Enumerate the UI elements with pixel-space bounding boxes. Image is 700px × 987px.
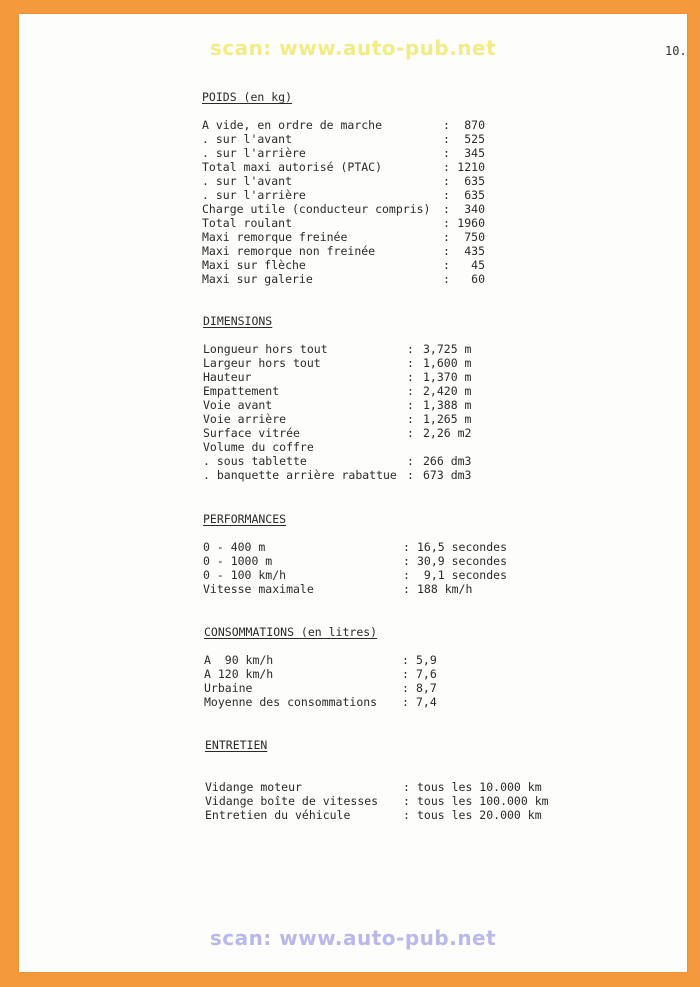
spec-label: 0 - 100 km/h [203,568,287,582]
spec-separator: : [443,272,450,286]
spec-value: 8,7 [416,681,437,695]
dimensions-row [203,440,314,454]
spec-label: . sur l'arrière [202,146,306,160]
spec-label: A 90 km/h [204,653,274,667]
spec-separator: : [402,667,409,681]
page-number: 10. [665,44,687,58]
spec-separator: : [407,454,414,468]
performances-row [203,540,508,554]
performances-row [203,568,508,582]
section-heading-dimensions: DIMENSIONS [203,314,273,328]
dimensions-row [203,356,472,370]
spec-separator: : [443,216,450,230]
spec-label: . sous tablette [203,454,307,468]
dimensions-row [203,426,472,440]
spec-separator: : [443,244,450,258]
entretien-row [205,780,542,794]
poids-row [202,272,485,286]
consommations-row [204,681,437,695]
poids-row [202,160,485,174]
spec-separator: : [443,202,450,216]
poids-row [202,258,485,272]
dimensions-row [203,412,472,426]
spec-separator: : [403,582,410,596]
spec-separator: : [403,808,410,822]
spec-value: 2,420 m [423,384,472,398]
spec-label: Hauteur [203,370,252,384]
poids-row [202,174,485,188]
performances-row [203,554,508,568]
spec-separator: : [443,188,450,202]
spec-label: Vidange moteur [205,780,302,794]
spec-separator: : [443,132,450,146]
section-heading-performances: PERFORMANCES [203,512,287,526]
spec-separator: : [403,568,410,582]
spec-value: 188 km/h [417,582,473,596]
spec-label: Vitesse maximale [203,582,314,596]
spec-label: 0 - 400 m [203,540,266,554]
spec-label: Largeur hors tout [203,356,321,370]
dimensions-row [203,454,472,468]
consommations-row [204,695,437,709]
spec-value: 1,388 m [423,398,472,412]
poids-row [202,244,485,258]
section-heading-poids: POIDS (en kg) [202,90,293,104]
entretien-row [205,808,542,822]
performances-row [203,582,473,596]
spec-separator: : [443,258,450,272]
spec-label: Charge utile (conducteur compris) [202,202,431,216]
spec-label: Entretien du véhicule [205,808,351,822]
spec-separator: : [407,384,414,398]
entretien-rows [205,780,549,822]
spec-separator: : [402,695,409,709]
spec-separator: : [443,174,450,188]
spec-value: 7,6 [416,667,437,681]
section-poids [202,90,485,286]
poids-row [202,188,485,202]
watermark-bottom: scan: www.auto-pub.net [209,926,497,950]
spec-separator: : [443,230,450,244]
spec-label: Longueur hors tout [203,342,328,356]
spec-value: 1,265 m [423,412,472,426]
spec-value: 30,9 secondes [417,554,508,568]
spec-value: 1,370 m [423,370,472,384]
spec-label: Empattement [203,384,280,398]
spec-separator: : [403,554,410,568]
spec-value: 7,4 [416,695,437,709]
spec-value: 1,600 m [423,356,472,370]
poids-rows [202,118,485,286]
poids-row [202,230,485,244]
poids-row [202,132,485,146]
spec-separator: : [407,342,414,356]
spec-label: 0 - 1000 m [203,554,273,568]
dimensions-row [203,370,472,384]
spec-separator: : [402,681,409,695]
spec-value: tous les 100.000 km [417,794,549,808]
spec-separator: : [443,118,450,132]
spec-value: 9,1 secondes [417,568,508,582]
consommations-row [204,653,437,667]
spec-label: A vide, en ordre de marche [202,118,383,132]
poids-row [202,146,485,160]
spec-separator: : [407,370,414,384]
spec-value: 16,5 secondes [417,540,508,554]
dimensions-row [203,384,472,398]
spec-separator: : [407,468,414,482]
poids-row [202,118,485,132]
spec-value: 870 [464,118,485,132]
document-page [19,14,687,972]
spec-label: Voie arrière [203,412,287,426]
section-dimensions [203,314,472,482]
spec-value: 435 [464,244,485,258]
spec-value: tous les 20.000 km [417,808,542,822]
spec-separator: : [403,794,410,808]
entretien-row [205,794,549,808]
spec-value: 2,26 m2 [423,426,472,440]
spec-value: 345 [464,146,485,160]
spec-value: 5,9 [416,653,437,667]
spec-separator: : [403,780,410,794]
spec-value: 60 [471,272,485,286]
spec-label: Urbaine [204,681,253,695]
section-performances [203,512,508,596]
spec-label: Maxi sur flèche [202,258,306,272]
spec-label: Maxi remorque freinée [202,230,348,244]
spec-separator: : [407,356,414,370]
dimensions-row [203,468,472,482]
section-entretien [205,738,549,822]
spec-label: Surface vitrée [203,426,300,440]
spec-value: 750 [464,230,485,244]
spec-value: 525 [464,132,485,146]
spec-separator: : [443,146,450,160]
spec-value: tous les 10.000 km [417,780,542,794]
dimensions-row [203,398,472,412]
spec-value: 3,725 m [423,342,472,356]
spec-label: Maxi remorque non freinée [202,244,376,258]
consommations-rows [204,653,437,709]
spec-separator: : [402,653,409,667]
spec-value: 635 [464,174,485,188]
spec-label: Moyenne des consommations [204,695,378,709]
consommations-row [204,667,437,681]
performances-rows [203,540,508,596]
dimensions-row [203,342,472,356]
section-heading-entretien: ENTRETIEN [205,738,268,752]
spec-value: 45 [471,258,485,272]
spec-label: . sur l'arrière [202,188,306,202]
spec-label: Total roulant [202,216,293,230]
section-heading-consommations: CONSOMMATIONS (en litres) [204,625,378,639]
dimensions-rows [203,342,472,482]
spec-label: Voie avant [203,398,273,412]
spec-value: 673 dm3 [423,468,472,482]
spec-value: 266 dm3 [423,454,472,468]
poids-row [202,216,485,230]
spec-value: 340 [464,202,485,216]
spec-value: 1960 [457,216,485,230]
section-consommations [204,625,437,709]
poids-row [202,202,485,216]
spec-label: Vidange boîte de vitesses [205,794,379,808]
watermark-top: scan: www.auto-pub.net [209,36,497,60]
spec-value: 635 [464,188,485,202]
spec-label: . banquette arrière rabattue [203,468,397,482]
spec-label: Volume du coffre [203,440,314,454]
spec-separator: : [403,540,410,554]
spec-separator: : [407,412,414,426]
spec-value: 1210 [457,160,485,174]
spec-label: . sur l'avant [202,132,293,146]
spec-separator: : [407,426,414,440]
spec-label: . sur l'avant [202,174,293,188]
spec-separator: : [407,398,414,412]
spec-separator: : [443,160,450,174]
spec-label: A 120 km/h [204,667,274,681]
spec-label: Maxi sur galerie [202,272,313,286]
spec-label: Total maxi autorisé (PTAC) [202,160,383,174]
